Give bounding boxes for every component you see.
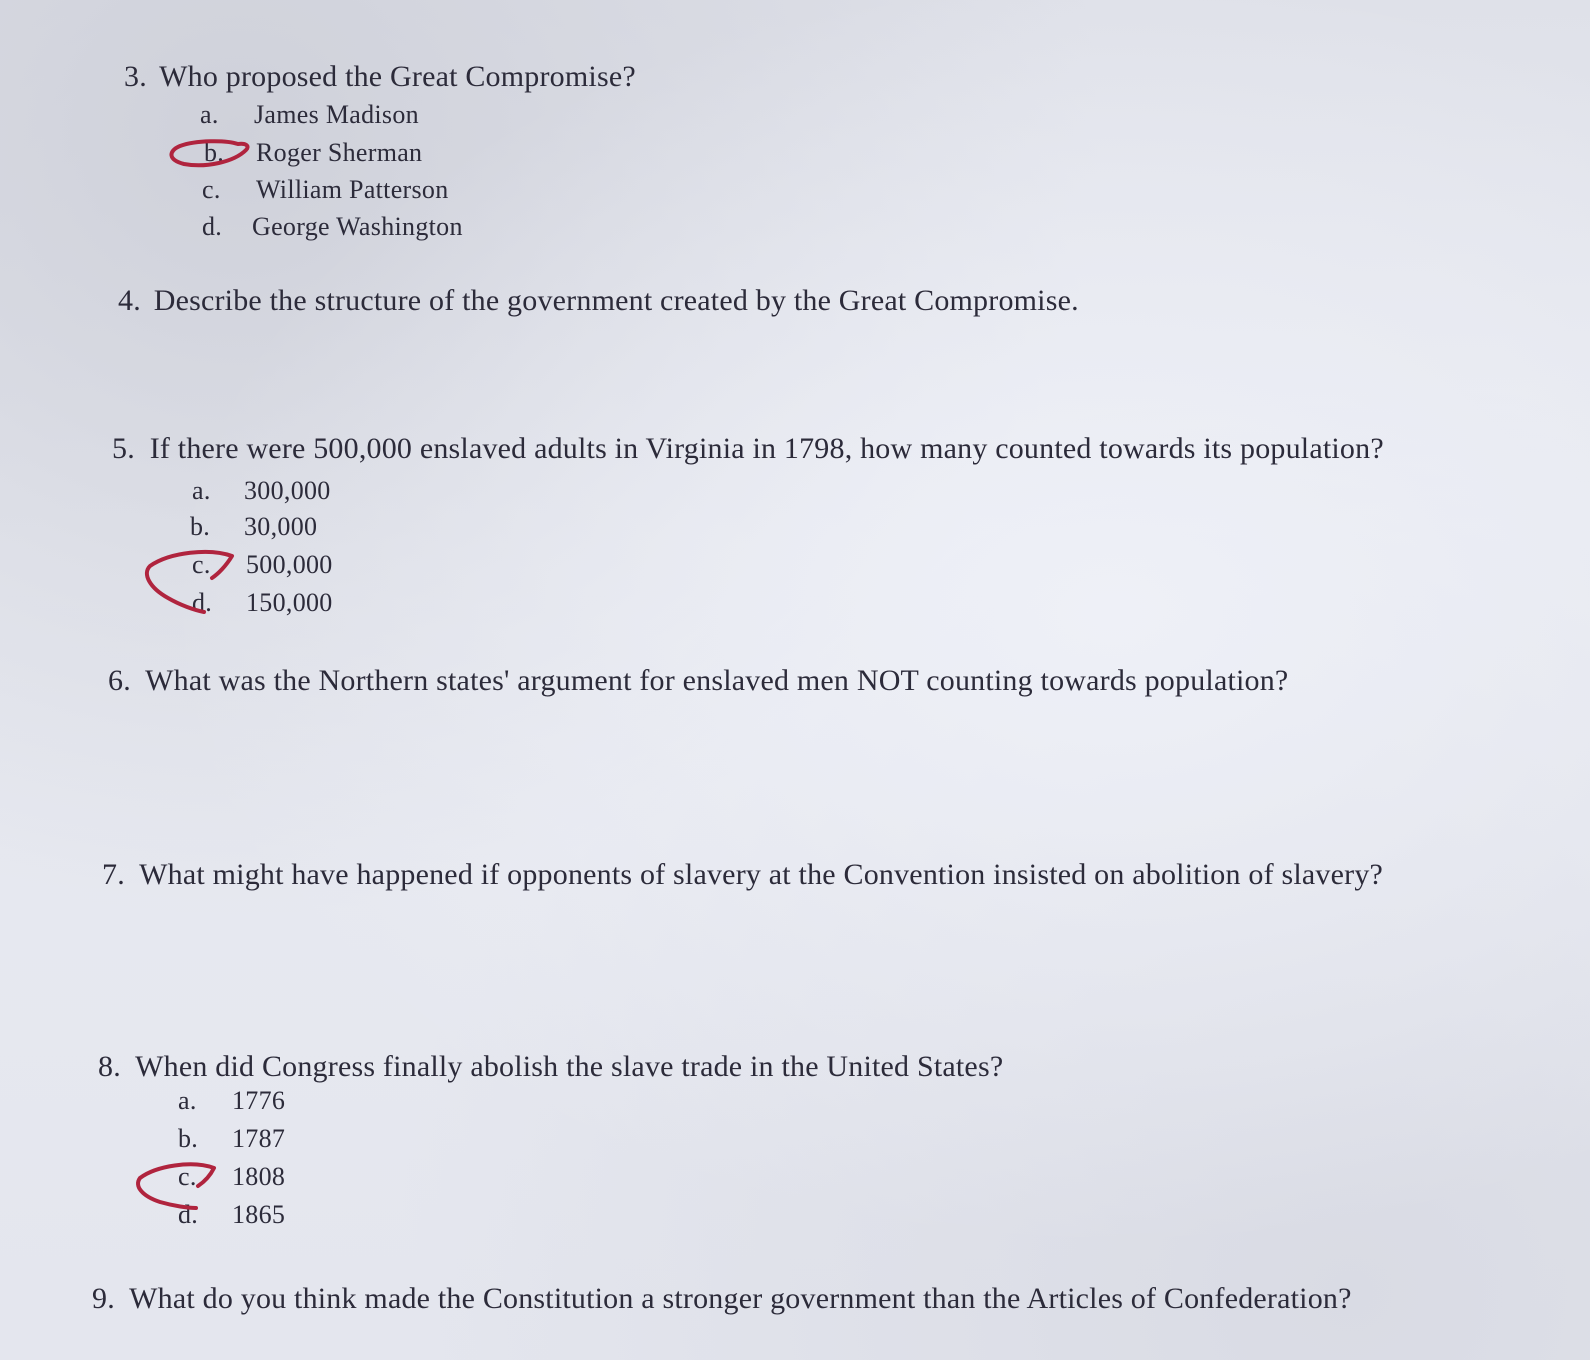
- option-text: George Washington: [252, 212, 463, 241]
- option-text: 1776: [232, 1086, 286, 1115]
- question-number: 9.: [92, 1282, 115, 1315]
- option-text: Roger Sherman: [256, 138, 423, 167]
- option-letter: a.: [192, 476, 211, 505]
- question-text: If there were 500,000 enslaved adults in Virginia in 1798, how many counted towards its population?: [149, 432, 1384, 465]
- option-letter: a.: [178, 1086, 197, 1115]
- question-number: 3.: [124, 60, 147, 93]
- option-letter: c.: [192, 550, 211, 579]
- question-7: [102, 858, 1383, 892]
- question-number: 4.: [118, 284, 141, 317]
- option-text: 300,000: [244, 476, 331, 505]
- question-number: 6.: [108, 664, 131, 697]
- question-number: 5.: [112, 432, 135, 465]
- question-3: [124, 60, 636, 94]
- question-9: [92, 1282, 1352, 1316]
- option-text: 1808: [232, 1162, 286, 1191]
- option-text: 1787: [232, 1124, 286, 1153]
- option-letter: b.: [178, 1124, 199, 1153]
- question-text: What do you think made the Constitution a stronger government than the Articles of Confederation?: [129, 1282, 1352, 1315]
- answer-circle-8c: [138, 1164, 214, 1208]
- question-text: Describe the structure of the government created by the Great Compromise.: [153, 284, 1079, 317]
- option-letter: c.: [178, 1162, 197, 1191]
- option-text: 30,000: [244, 512, 318, 541]
- question-text: What was the Northern states' argument for enslaved men NOT counting towards population?: [145, 664, 1289, 697]
- question-6: [108, 664, 1288, 698]
- question-number: 8.: [98, 1050, 121, 1083]
- question-4: [118, 284, 1079, 318]
- option-text: 1865: [232, 1200, 286, 1229]
- question-8: [98, 1050, 1003, 1084]
- option-letter: b.: [190, 512, 211, 541]
- question-number: 7.: [102, 858, 125, 891]
- option-letter: c.: [202, 175, 221, 204]
- question-text: When did Congress finally abolish the slave trade in the United States?: [135, 1050, 1004, 1083]
- option-text: James Madison: [254, 100, 419, 129]
- question-text: What might have happened if opponents of slavery at the Convention insisted on abolition of slavery?: [139, 858, 1384, 891]
- option-text: 150,000: [246, 588, 333, 617]
- option-letter: b.: [204, 138, 225, 167]
- option-letter: d.: [192, 588, 213, 617]
- option-letter: d.: [202, 212, 223, 241]
- question-5: [112, 432, 1384, 466]
- question-text: Who proposed the Great Compromise?: [159, 60, 636, 93]
- option-letter: a.: [200, 100, 219, 129]
- answer-circle-5c: [147, 552, 232, 612]
- option-letter: d.: [178, 1200, 199, 1229]
- option-text: William Patterson: [256, 175, 449, 204]
- option-text: 500,000: [246, 550, 333, 579]
